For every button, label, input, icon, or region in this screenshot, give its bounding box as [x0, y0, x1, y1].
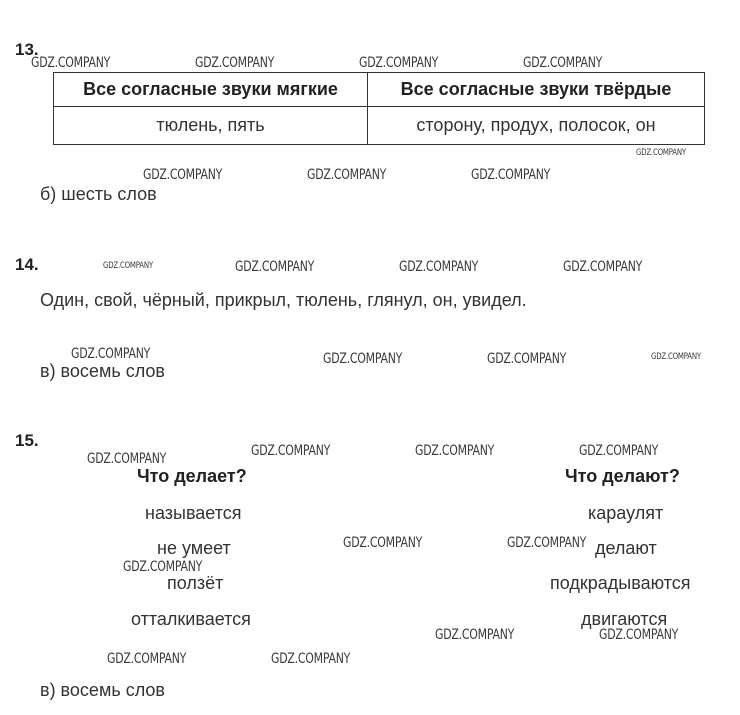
watermark: GDZ.COMPANY: [251, 443, 331, 459]
right-word: караулят: [588, 503, 664, 523]
exercise-14-number: 14.: [15, 255, 39, 274]
watermark: GDZ.COMPANY: [31, 55, 111, 71]
watermark: GDZ.COMPANY: [563, 259, 643, 275]
watermark: GDZ.COMPANY: [599, 627, 679, 643]
right-word: делают: [595, 538, 657, 558]
watermark: GDZ.COMPANY: [307, 167, 387, 183]
watermark: GDZ.COMPANY: [471, 167, 551, 183]
watermark: GDZ.COMPANY: [195, 55, 275, 71]
exercise-15-number: 15.: [15, 431, 39, 450]
watermark: GDZ.COMPANY: [71, 346, 151, 362]
watermark: GDZ.COMPANY: [323, 351, 403, 367]
consonants-table: [53, 72, 705, 145]
watermark: GDZ.COMPANY: [107, 651, 187, 667]
table-cell-hard: сторону, продух, полосок, он: [368, 107, 705, 145]
table-header-hard: Все согласные звуки твёрдые: [368, 73, 705, 107]
watermark: GDZ.COMPANY: [487, 351, 567, 367]
exercise-13-number: 13.: [15, 40, 39, 59]
watermark: GDZ.COMPANY: [271, 651, 351, 667]
watermark: GDZ.COMPANY: [143, 167, 223, 183]
right-word: подкрадываются: [550, 573, 691, 593]
watermark: GDZ.COMPANY: [651, 352, 701, 362]
left-column-header: Что делает?: [137, 466, 247, 486]
left-word: не умеет: [157, 538, 231, 558]
watermark: GDZ.COMPANY: [235, 259, 315, 275]
watermark: GDZ.COMPANY: [103, 261, 153, 271]
right-word: двигаются: [581, 609, 668, 629]
left-word: ползёт: [167, 573, 224, 593]
exercise-14-sentence: Один, свой, чёрный, прикрыл, тюлень, глянул, он, увидел.: [40, 290, 527, 310]
exercise-15-answer-v: в) восемь слов: [40, 680, 165, 700]
watermark: GDZ.COMPANY: [399, 259, 479, 275]
watermark: GDZ.COMPANY: [507, 535, 587, 551]
left-word: отталкивается: [131, 609, 251, 629]
table-cell-soft: тюлень, пять: [54, 107, 368, 145]
watermark: GDZ.COMPANY: [359, 55, 439, 71]
table-header-soft: Все согласные звуки мягкие: [54, 73, 368, 107]
right-column-header: Что делают?: [565, 466, 680, 486]
watermark: GDZ.COMPANY: [435, 627, 515, 643]
exercise-14-answer-v: в) восемь слов: [40, 361, 165, 381]
watermark: GDZ.COMPANY: [87, 451, 167, 467]
watermark: GDZ.COMPANY: [123, 559, 203, 575]
watermark: GDZ.COMPANY: [636, 148, 686, 158]
watermark: GDZ.COMPANY: [415, 443, 495, 459]
left-word: называется: [145, 503, 242, 523]
watermark: GDZ.COMPANY: [523, 55, 603, 71]
exercise-13-answer-b: б) шесть слов: [40, 184, 157, 204]
watermark: GDZ.COMPANY: [579, 443, 659, 459]
watermark: GDZ.COMPANY: [343, 535, 423, 551]
